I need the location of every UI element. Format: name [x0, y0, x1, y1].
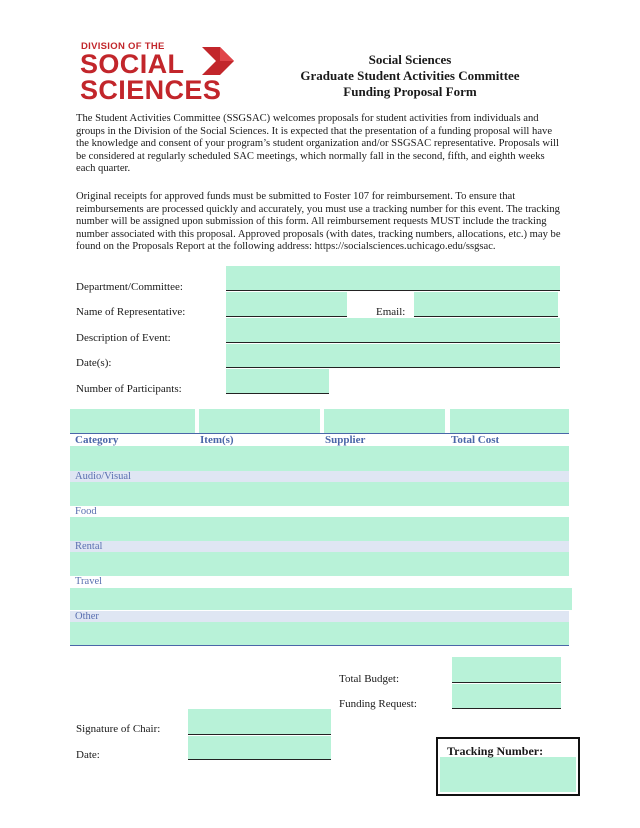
travel-row-field[interactable] [70, 588, 572, 610]
email-field[interactable] [414, 292, 558, 316]
total-cost-header-field[interactable] [450, 409, 569, 433]
column-header-items: Item(s) [200, 434, 234, 446]
funding-request-label: Funding Request: [339, 698, 417, 710]
rental-band [70, 541, 569, 552]
red-arrow-emblem-icon [198, 41, 238, 81]
logo-line-sciences: SCIENCES [80, 75, 222, 105]
rental-row-field[interactable] [70, 552, 569, 576]
department-label: Department/Committee: [76, 281, 183, 293]
representative-field[interactable] [226, 292, 347, 316]
column-header-category: Category [75, 434, 119, 446]
date-label: Date: [76, 749, 100, 761]
category-other: Other [75, 611, 99, 622]
email-label: Email: [376, 306, 406, 318]
audio-visual-row-field[interactable] [70, 446, 569, 471]
chair-signature-underline [188, 734, 331, 735]
logo-line-division: DIVISION OF THE [81, 41, 165, 52]
header-title-form: Funding Proposal Form [343, 84, 477, 99]
chair-signature-field[interactable] [188, 709, 331, 734]
table-bottom-rule [70, 645, 569, 646]
dates-field[interactable] [226, 344, 560, 367]
category-food: Food [75, 506, 97, 517]
logo-line-social: SOCIAL [80, 49, 185, 79]
other-band [70, 611, 569, 622]
department-underline [226, 290, 560, 291]
audio-visual-detail-field[interactable] [70, 482, 569, 506]
tracking-number-box [436, 737, 580, 796]
date-field[interactable] [188, 736, 331, 759]
description-underline [226, 342, 560, 343]
department-field[interactable] [226, 266, 560, 290]
column-header-total-cost: Total Cost [451, 434, 500, 446]
other-row-field[interactable] [70, 622, 569, 645]
total-budget-underline [452, 682, 561, 683]
participants-underline [226, 393, 329, 394]
supplier-header-field[interactable] [324, 409, 445, 433]
email-underline [414, 316, 558, 317]
column-header-supplier: Supplier [325, 434, 366, 446]
intro-paragraph-2: Original receipts for approved funds must be submitted to Foster 107 for reimbursement. To ensure that reimbursements are processed quickly and accurately, you must use a tracking number for this event. The tracking number will be assigned upon submission of this form. All reimbursement requests MUST include the tracking number associated with this proposal. Approved proposals (with dates, tracking numbers, allocations, etc.) may be found on the Proposals Report at the following address: https://socialsciences.uchicago.edu/ssgsac. [76, 191, 561, 253]
category-audio-visual: Audio/Visual [75, 471, 131, 482]
dates-underline [226, 367, 560, 368]
description-label: Description of Event: [76, 332, 171, 344]
header-title-social-sciences: Social Sciences [368, 52, 452, 67]
representative-underline [226, 316, 347, 317]
date-underline [188, 759, 331, 760]
category-travel: Travel [75, 576, 103, 587]
chair-signature-label: Signature of Chair: [76, 723, 161, 735]
category-rental: Rental [75, 541, 103, 552]
funding-request-underline [452, 708, 561, 709]
representative-label: Name of Representative: [76, 306, 186, 318]
header-title-committee: Graduate Student Activities Committee [300, 68, 520, 83]
division-logo [74, 37, 240, 104]
audio-visual-band [70, 471, 569, 482]
total-budget-label: Total Budget: [339, 673, 400, 685]
category-header-field[interactable] [70, 409, 195, 433]
items-header-field[interactable] [199, 409, 320, 433]
intro-paragraph-1: The Student Activities Committee (SSGSAC) welcomes proposals for student activities from individuals and groups in the Division of the Social Sciences. It is expected that the presentation of a funding proposal will have the knowledge and consent of your program’s student organization and/or SSGSAC representative. Proposals will be considered at regularly scheduled SAC meetings, which normally fall in the second, fifth, and eighth weeks each quarter. [76, 113, 559, 175]
participants-field[interactable] [226, 369, 329, 393]
funding-request-field[interactable] [452, 684, 561, 708]
dates-label: Date(s): [76, 357, 112, 369]
tracking-number-field[interactable] [440, 757, 576, 792]
participants-label: Number of Participants: [76, 383, 182, 395]
tracking-number-label: Tracking Number: [447, 744, 544, 758]
total-budget-field[interactable] [452, 657, 561, 682]
description-field[interactable] [226, 318, 560, 342]
food-row-field[interactable] [70, 517, 569, 541]
